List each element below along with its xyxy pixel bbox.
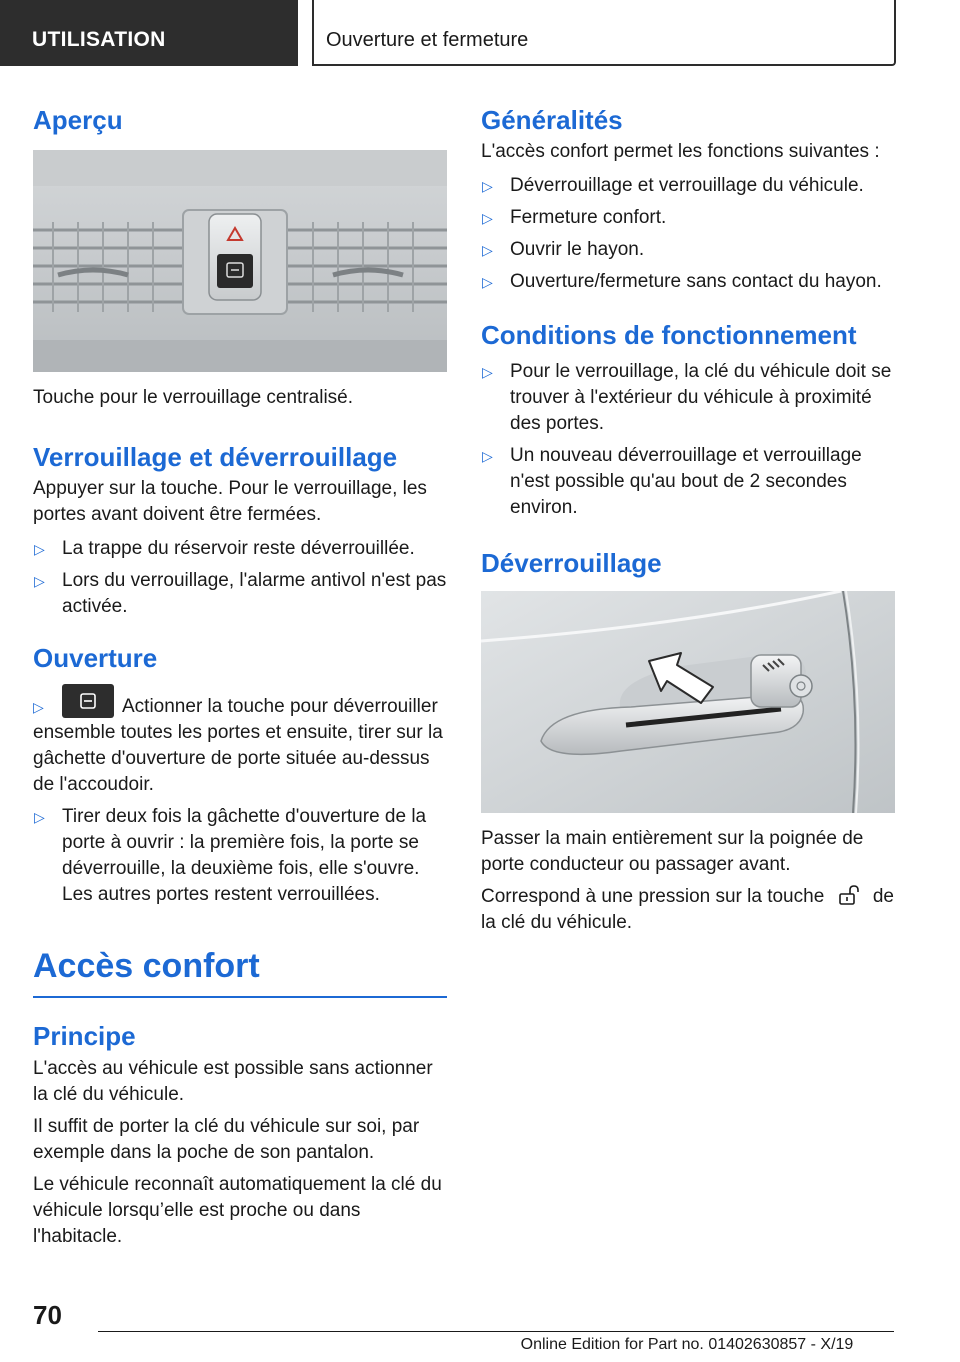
air-vent-illustration xyxy=(33,150,447,372)
generalites-list xyxy=(481,173,895,295)
bullet-triangle-icon: ▷ xyxy=(34,573,45,589)
door-unlock-key-icon xyxy=(62,684,114,718)
principe-paragraph-3: Le véhicule reconnaît automatiquement la clé du véhicule lorsqu’elle est proche ou dans l'habitacle. xyxy=(33,1174,442,1247)
page-header xyxy=(0,0,960,66)
unlock-padlock-icon xyxy=(836,884,862,906)
principe-heading: Principe xyxy=(33,1021,136,1051)
right-column xyxy=(481,96,895,936)
bullet-triangle-icon: ▷ xyxy=(482,274,493,290)
central-lock-button-image xyxy=(33,150,447,372)
bullet-triangle-icon: ▷ xyxy=(34,541,45,557)
ouverture-heading: Ouverture xyxy=(33,643,158,673)
apercu-heading: Aperçu xyxy=(33,105,123,135)
deverrouillage-heading: Déverrouillage xyxy=(481,548,662,578)
apercu-caption: Touche pour le verrouillage centralisé. xyxy=(33,387,354,408)
bullet-triangle-icon: ▷ xyxy=(482,178,493,194)
list-item: ▷ Un nouveau déverrouillage et verrouillage n'est possible qu'au bout de 2 secondes environ. xyxy=(482,445,862,518)
left-column xyxy=(33,96,447,1250)
list-item: ▷ Ouverture/fermeture sans contact du hayon. xyxy=(481,269,895,295)
door-handle-image xyxy=(481,591,895,813)
acces-confort-heading: Accès confort xyxy=(33,947,260,985)
generalites-text: L'accès confort permet les fonctions suivantes : xyxy=(481,141,880,162)
door-handle-illustration xyxy=(481,591,895,813)
footer-edition: Online Edition for Part no. 01402630857 - X/19 xyxy=(520,1336,854,1353)
lock-list xyxy=(33,536,447,620)
list-item: ▷ Tirer deux fois la gâchette d'ouverture de la porte à ouvrir : la première fois, la porte se déverrouille, la deuxième fois, elle s'ouvre. Les autres portes restent verrouillées. xyxy=(34,806,427,905)
footer-divider xyxy=(98,1331,894,1332)
lock-text: Appuyer sur la touche. Pour le verrouillage, les portes avant doivent être fermées. xyxy=(33,478,427,525)
generalites-heading: Généralités xyxy=(481,105,623,135)
bullet-triangle-icon: ▷ xyxy=(482,364,493,380)
lock-heading: Verrouillage et déverrouillage xyxy=(33,442,398,472)
ouverture-list xyxy=(33,684,447,908)
list-item: ▷ Pour le verrouillage, la clé du véhicule doit se trouver à l'extérieur du véhicule à proximité des portes. xyxy=(482,361,892,434)
list-item: ▷ Déverrouillage et verrouillage du véhicule. xyxy=(481,173,895,199)
list-item: ▷ Fermeture confort. xyxy=(481,205,895,231)
list-item: ▷ Actionner la touche pour déverrouiller ensemble toutes les portes et ensuite, tirer sur la gâchette d'ouverture de porte située au-dessus de l'accoudoir. xyxy=(33,684,447,798)
bullet-triangle-icon: ▷ xyxy=(33,699,44,715)
conditions-list xyxy=(481,359,895,521)
list-item: ▷ Ouvrir le hayon. xyxy=(481,237,895,263)
section-tab: UTILISATION xyxy=(0,0,298,66)
principe-paragraph-2: Il suffit de porter la clé du véhicule sur soi, par exemple dans la poche de son pantalon. xyxy=(33,1116,420,1163)
list-item: ▷ La trappe du réservoir reste déverrouillée. xyxy=(33,536,447,562)
unlock-paragraph-1: Passer la main entièrement sur la poignée de porte conducteur ou passager avant. xyxy=(481,828,864,875)
principe-paragraph-1: L'accès au véhicule est possible sans actionner la clé du véhicule. xyxy=(33,1058,433,1105)
conditions-heading: Conditions de fonctionnement xyxy=(481,320,857,350)
unlock-paragraph-2: Correspond à une pression sur la touche de la clé du véhicule. xyxy=(481,886,894,933)
bullet-triangle-icon: ▷ xyxy=(482,242,493,258)
bullet-triangle-icon: ▷ xyxy=(34,809,45,825)
bullet-triangle-icon: ▷ xyxy=(482,448,493,464)
section-divider xyxy=(33,996,447,998)
bullet-triangle-icon: ▷ xyxy=(482,210,493,226)
chapter-tab: Ouverture et fermeture xyxy=(312,0,896,66)
list-item: ▷ Lors du verrouillage, l'alarme antivol n'est pas activée. xyxy=(34,570,447,617)
page-number: 70 xyxy=(33,1300,62,1330)
